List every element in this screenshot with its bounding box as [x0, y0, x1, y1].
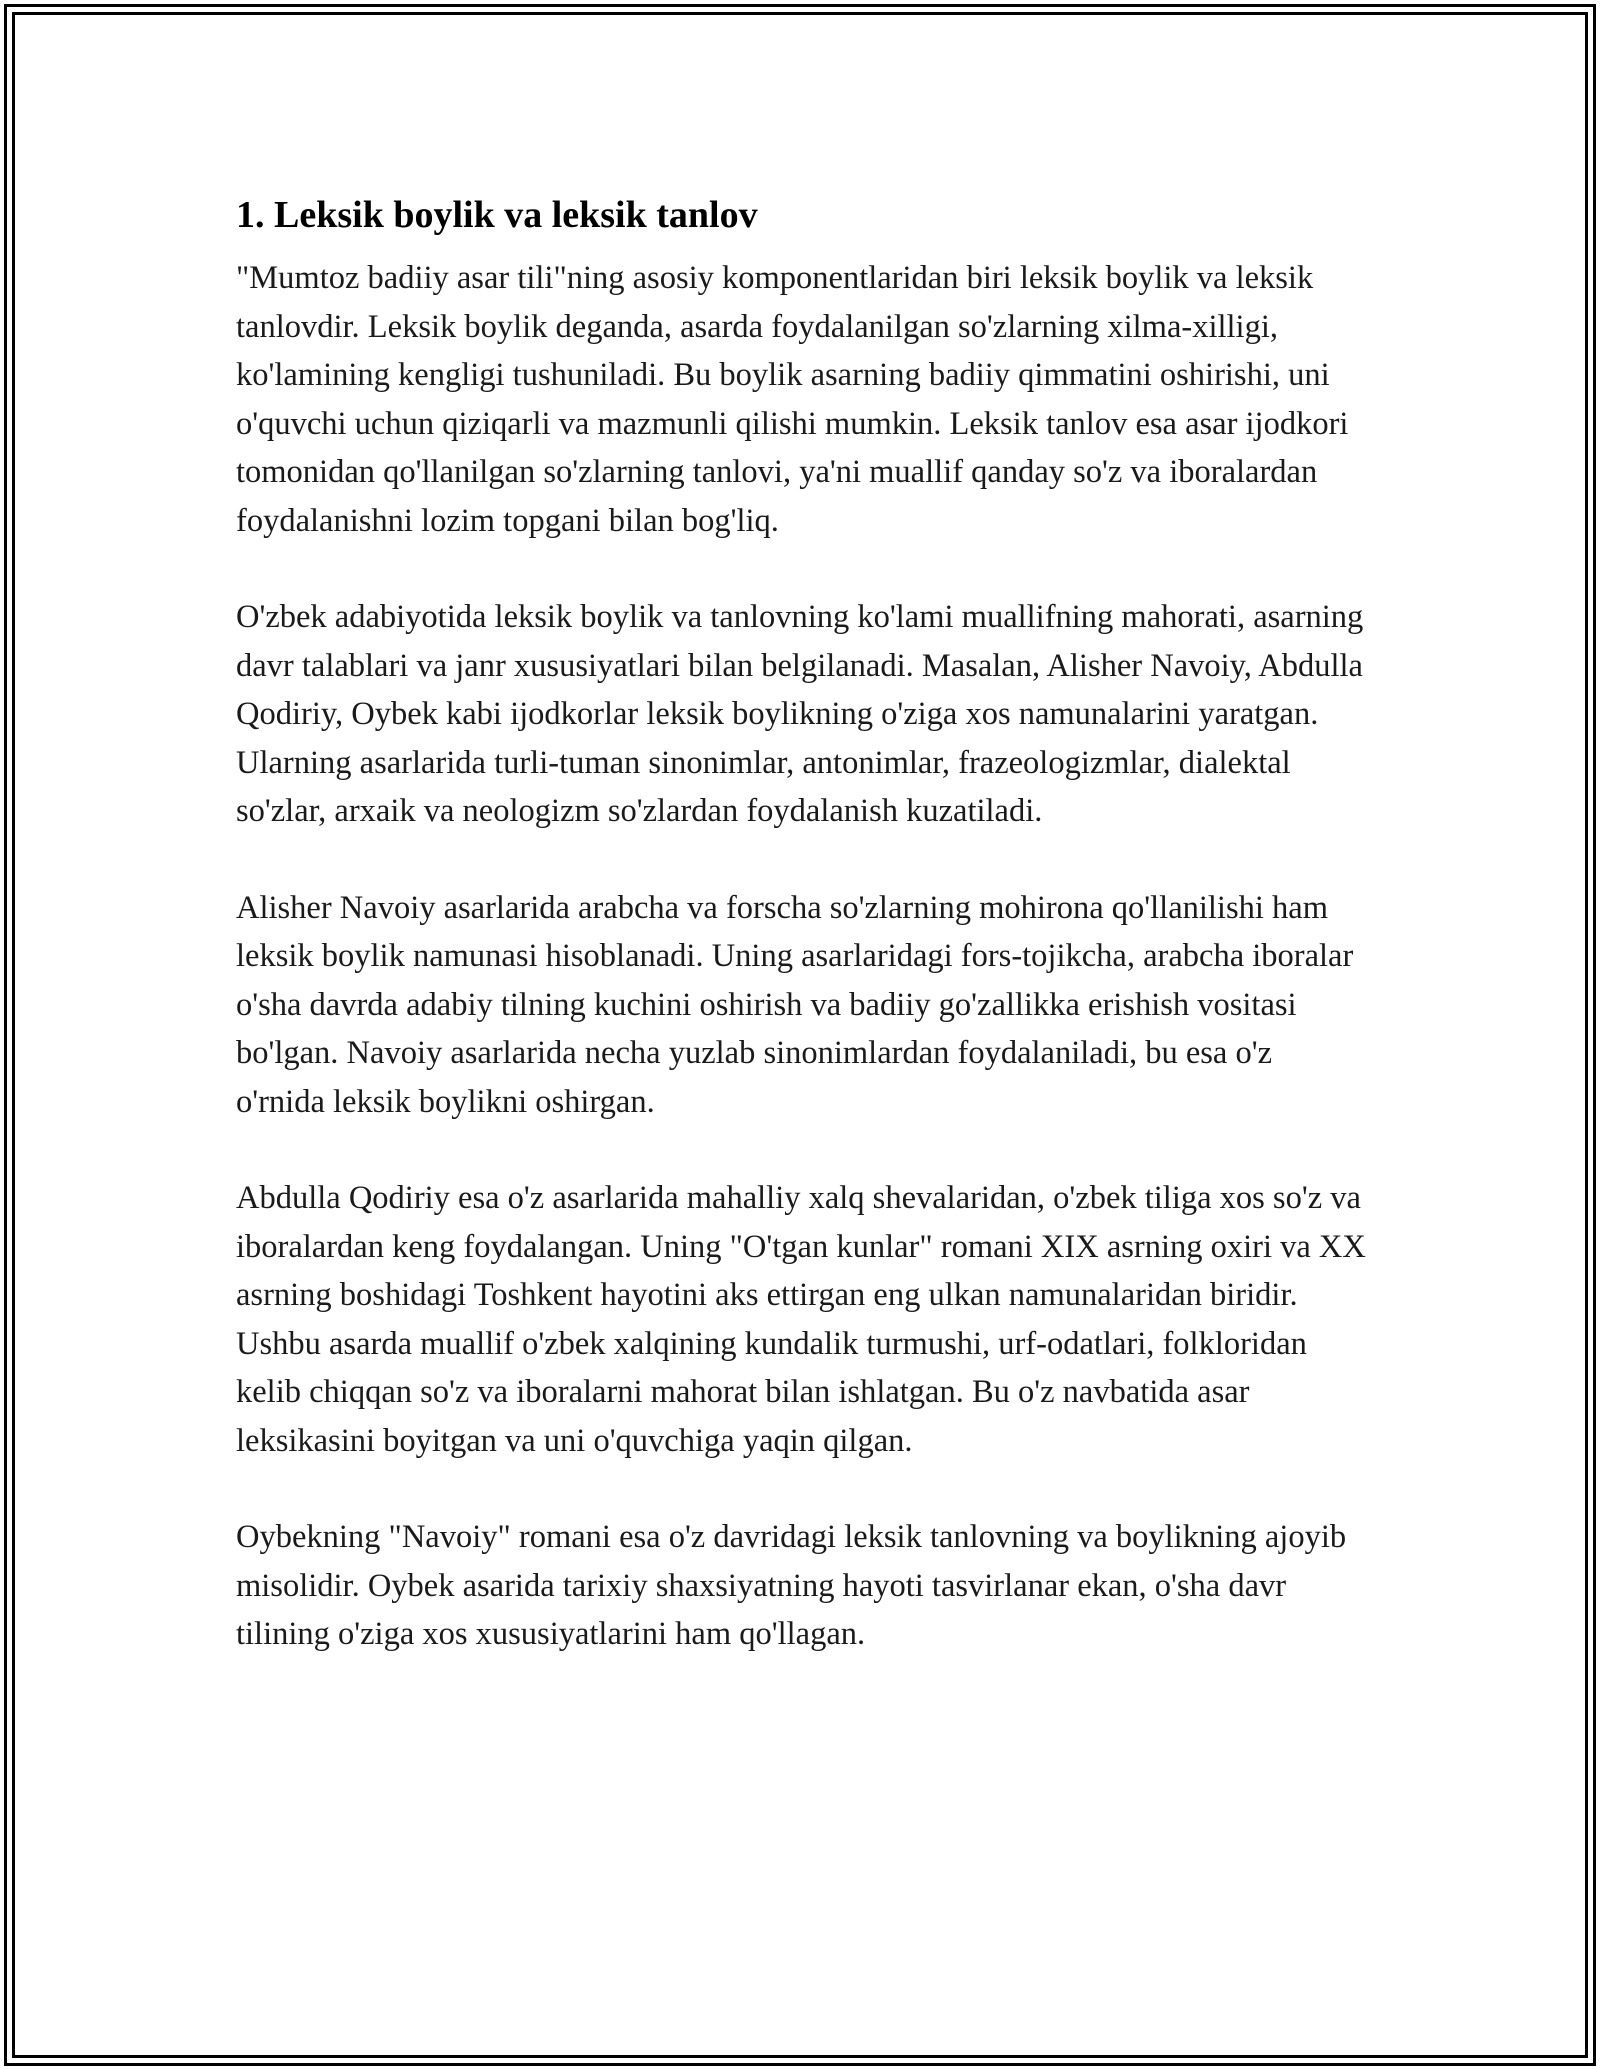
section-heading: 1. Leksik boylik va leksik tanlov [236, 194, 758, 236]
document-body [236, 186, 1366, 1707]
paragraph-2: O'zbek adabiyotida leksik boylik va tanlovning ko'lami muallifning mahorati, asarning davr talablari va janr xususiyatlari bilan belgilanadi. Masalan, Alisher Navoiy, Abdulla Qodiriy, Oybek kabi ijodkorlar leksik boylikning o'ziga xos namunalarini yaratgan. Ularning asarlarida turli-tuman sinonimlar, antonimlar, frazeologizmlar, dialektal so'zlar, arxaik va neologizm so'zlardan foydalanish kuzatiladi. [236, 599, 1364, 829]
paragraph-4: Abdulla Qodiriy esa o'z asarlarida mahalliy xalq shevalaridan, o'zbek tiliga xos so'z va iboralardan keng foydalangan. Uning "O'tgan kunlar" romani XIX asrning oxiri va XX asrning boshidagi Toshkent hayotini aks ettirgan eng ulkan namunalaridan biridir. Ushbu asarda muallif o'zbek xalqining kundalik turmushi, urf-odatlari, folkloridan kelib chiqqan so'z va iboralarni mahorat bilan ishlatgan. Bu o'z navbatida asar leksikasini boyitgan va uni o'quvchiga yaqin qilgan. [236, 1180, 1366, 1459]
paragraph-1: "Mumtoz badiiy asar tili"ning asosiy komponentlaridan biri leksik boylik va leksik tanlovdir. Leksik boylik deganda, asarda foydalanilgan so'zlarning xilma-xilligi, ko'lamining kengligi tushuniladi. Bu boylik asarning badiiy qimmatini oshirishi, uni o'quvchi uchun qiziqarli va mazmunli qilishi mumkin. Leksik tanlov esa asar ijodkori tomonidan qo'llanilgan so'zlarning tanlovi, ya'ni muallif qanday so'z va iboralardan foydalanishni lozim topgani bilan bog'liq. [236, 260, 1349, 539]
paragraph-3: Alisher Navoiy asarlarida arabcha va forscha so'zlarning mohirona qo'llanilishi ham leksik boylik namunasi hisoblanadi. Uning asarlaridagi fors-tojikcha, arabcha iboralar o'sha davrda adabiy tilning kuchini oshirish va badiiy go'zallikka erishish vositasi bo'lgan. Navoiy asarlarida necha yuzlab sinonimlardan foydalaniladi, bu esa o'z o'rnida leksik boylikni oshirgan. [236, 889, 1354, 1120]
paragraph-5: Oybekning "Navoiy" romani esa o'z davridagi leksik tanlovning va boylikning ajoyib misolidir. Oybek asarida tarixiy shaxsiyatning hayoti tasvirlanar ekan, o'sha davr tilining o'ziga xos xususiyatlarini ham qo'llagan. [236, 1519, 1347, 1652]
